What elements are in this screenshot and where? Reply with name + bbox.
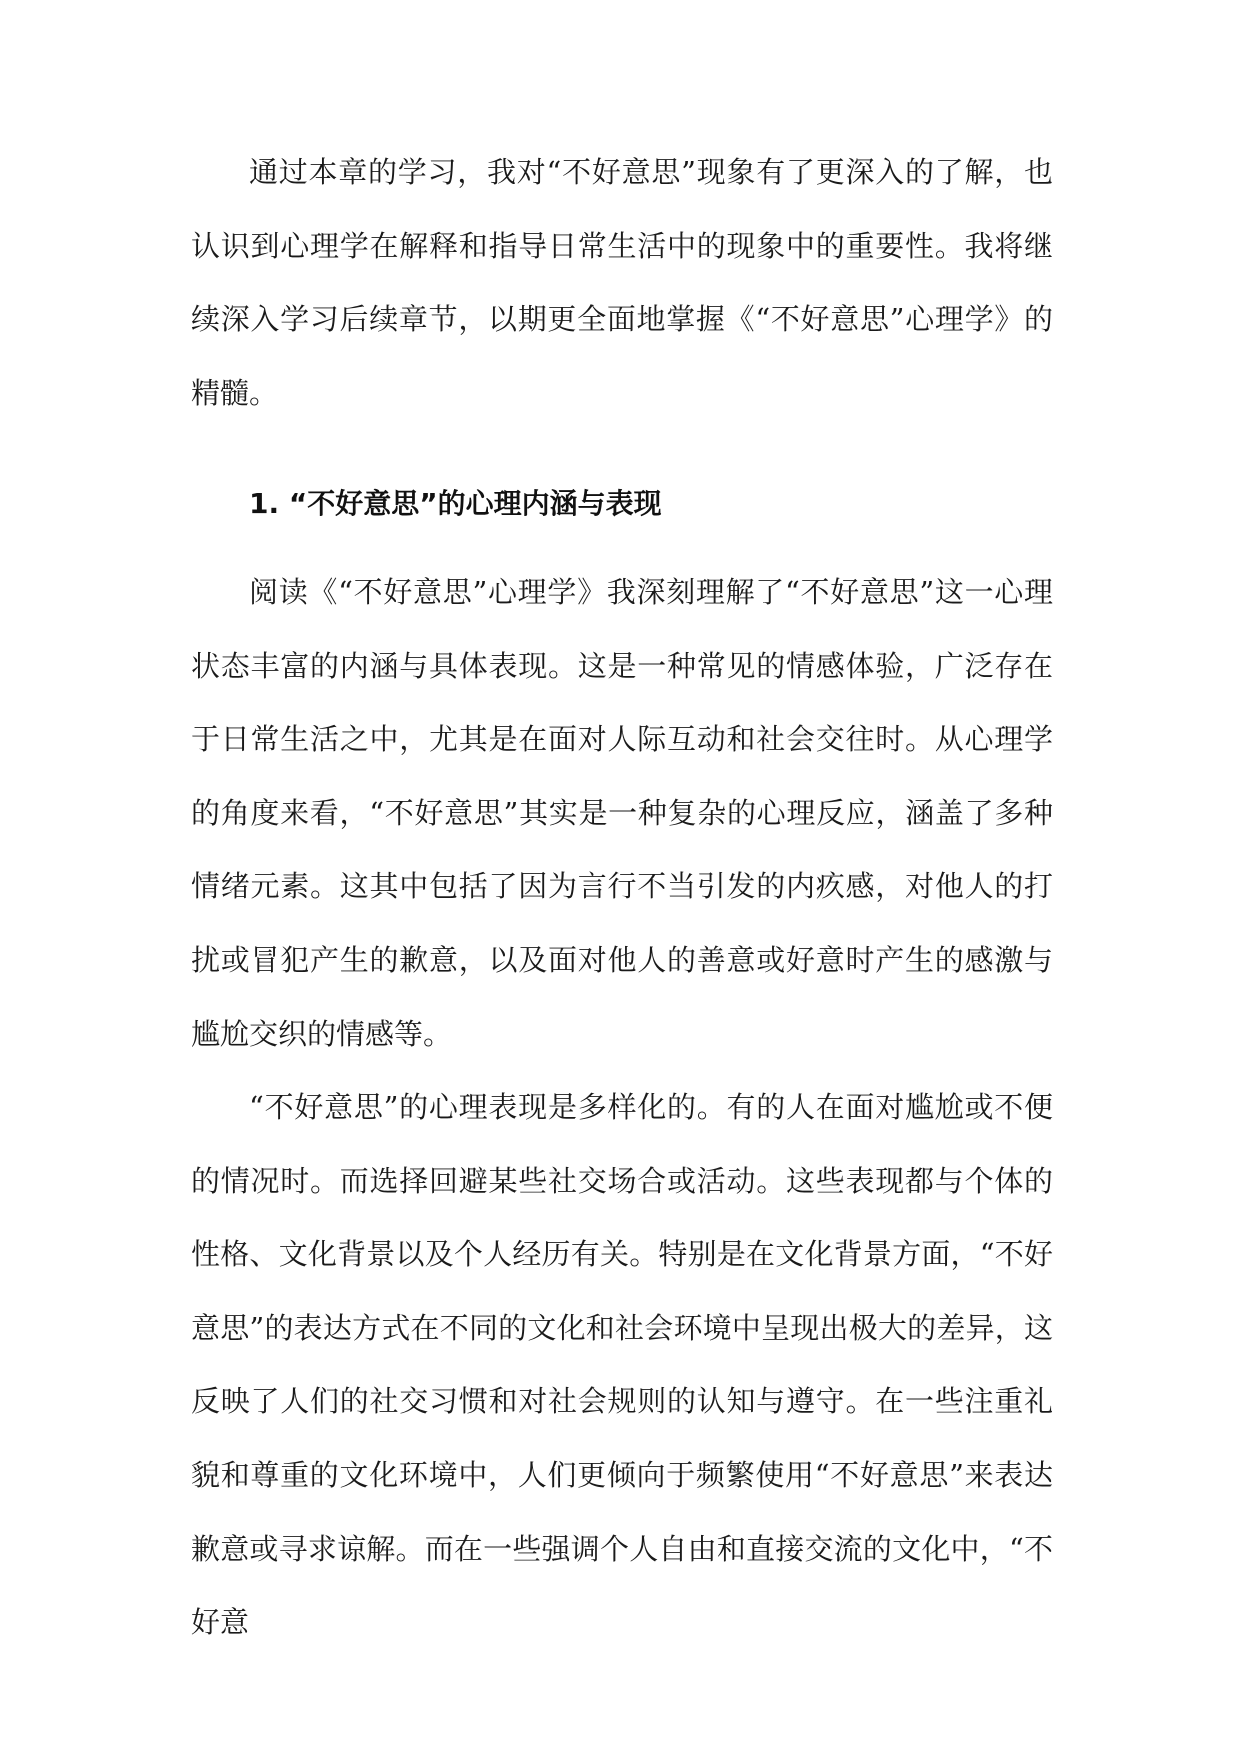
section-heading: 1. “不好意思”的心理内涵与表现 <box>249 487 662 520</box>
expression-paragraph-block <box>191 1071 1053 1660</box>
meaning-paragraph: 阅读《“不好意思”心理学》我深刻理解了“不好意思”这一心理状态丰富的内涵与具体表现。这是一种常见的情感体验，广泛存在于日常生活之中，尤其是在面对人际互动和社会交往时。从心理学的角度来看，“不好意思”其实是一种复杂的心理反应，涵盖了多种情绪元素。这其中包括了因为言行不当引发的内疚感，对他人的打扰或冒犯产生的歉意，以及面对他人的善意或好意时产生的感激与尴尬交织的情感等。 <box>191 575 1053 1051</box>
intro-paragraph: 通过本章的学习，我对“不好意思”现象有了更深入的了解，也认识到心理学在解释和指导日常生活中的现象中的重要性。我将继续深入学习后续章节，以期更全面地掌握《“不好意思”心理学》的精髓。 <box>191 155 1053 410</box>
meaning-paragraph-block <box>191 556 1053 1071</box>
expression-paragraph: “不好意思”的心理表现是多样化的。有的人在面对尴尬或不便的情况时。而选择回避某些社交场合或活动。这些表现都与个体的性格、文化背景以及个人经历有关。特别是在文化背景方面，“不好意思”的表达方式在不同的文化和社会环境中呈现出极大的差异，这反映了人们的社交习惯和对社会规则的认知与遵守。在一些注重礼貌和尊重的文化环境中，人们更倾向于频繁使用“不好意思”来表达歉意或寻求谅解。而在一些强调个人自由和直接交流的文化中，“不好意 <box>191 1090 1053 1640</box>
intro-paragraph-block <box>191 136 1053 430</box>
